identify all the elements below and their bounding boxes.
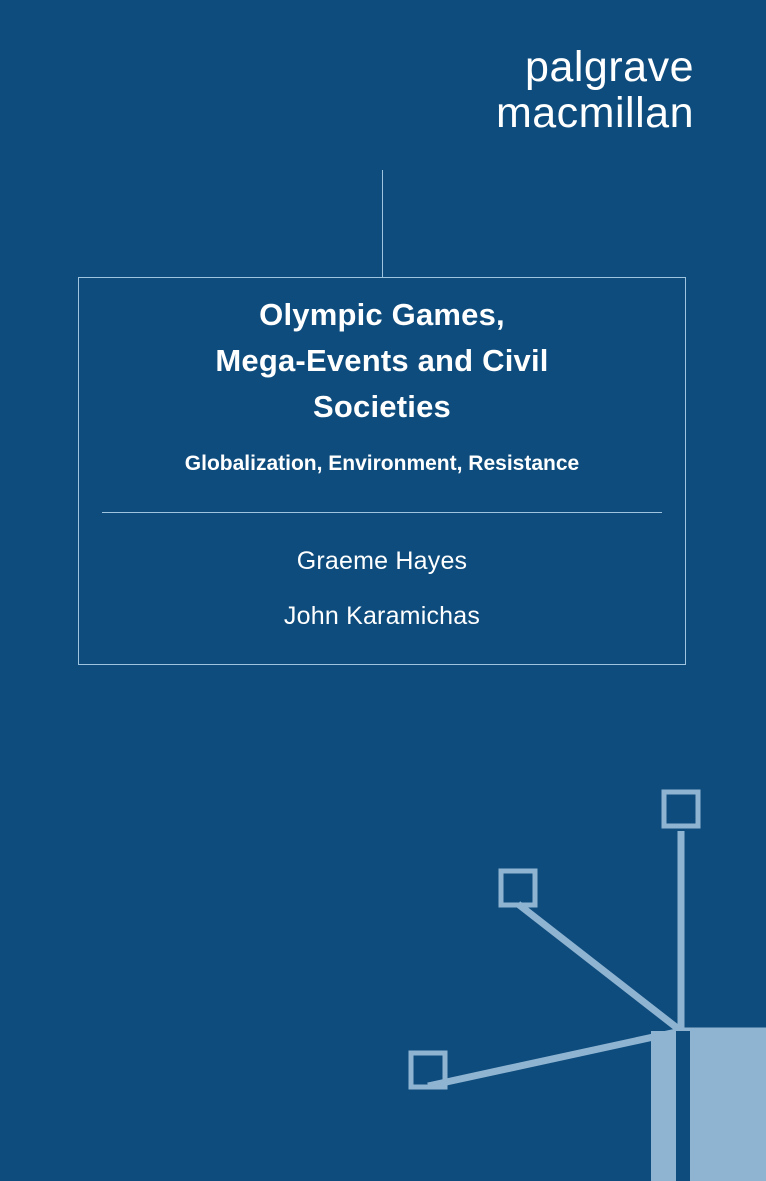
graphic-block [651, 1031, 766, 1181]
book-title-line-3: Societies [313, 388, 451, 424]
book-subtitle: Globalization, Environment, Resistance [184, 451, 580, 475]
book-title [117, 292, 647, 430]
network-nodes-graphic [346, 781, 766, 1181]
author-name-2: John Karamichas [283, 601, 481, 630]
publisher-name-line1: palgrave [525, 43, 694, 91]
logo-connector-line [382, 170, 383, 278]
author-name-1: Graeme Hayes [296, 546, 468, 575]
title-block [79, 292, 685, 631]
publisher-logo [496, 44, 694, 137]
title-frame [78, 277, 686, 665]
book-title-line-2: Mega-Events and Civil [215, 342, 549, 378]
book-title-line-1: Olympic Games, [259, 297, 505, 332]
publisher-name-line2: macmillan [495, 89, 694, 138]
title-divider [102, 512, 662, 513]
graphic-block-gap [676, 1031, 690, 1181]
